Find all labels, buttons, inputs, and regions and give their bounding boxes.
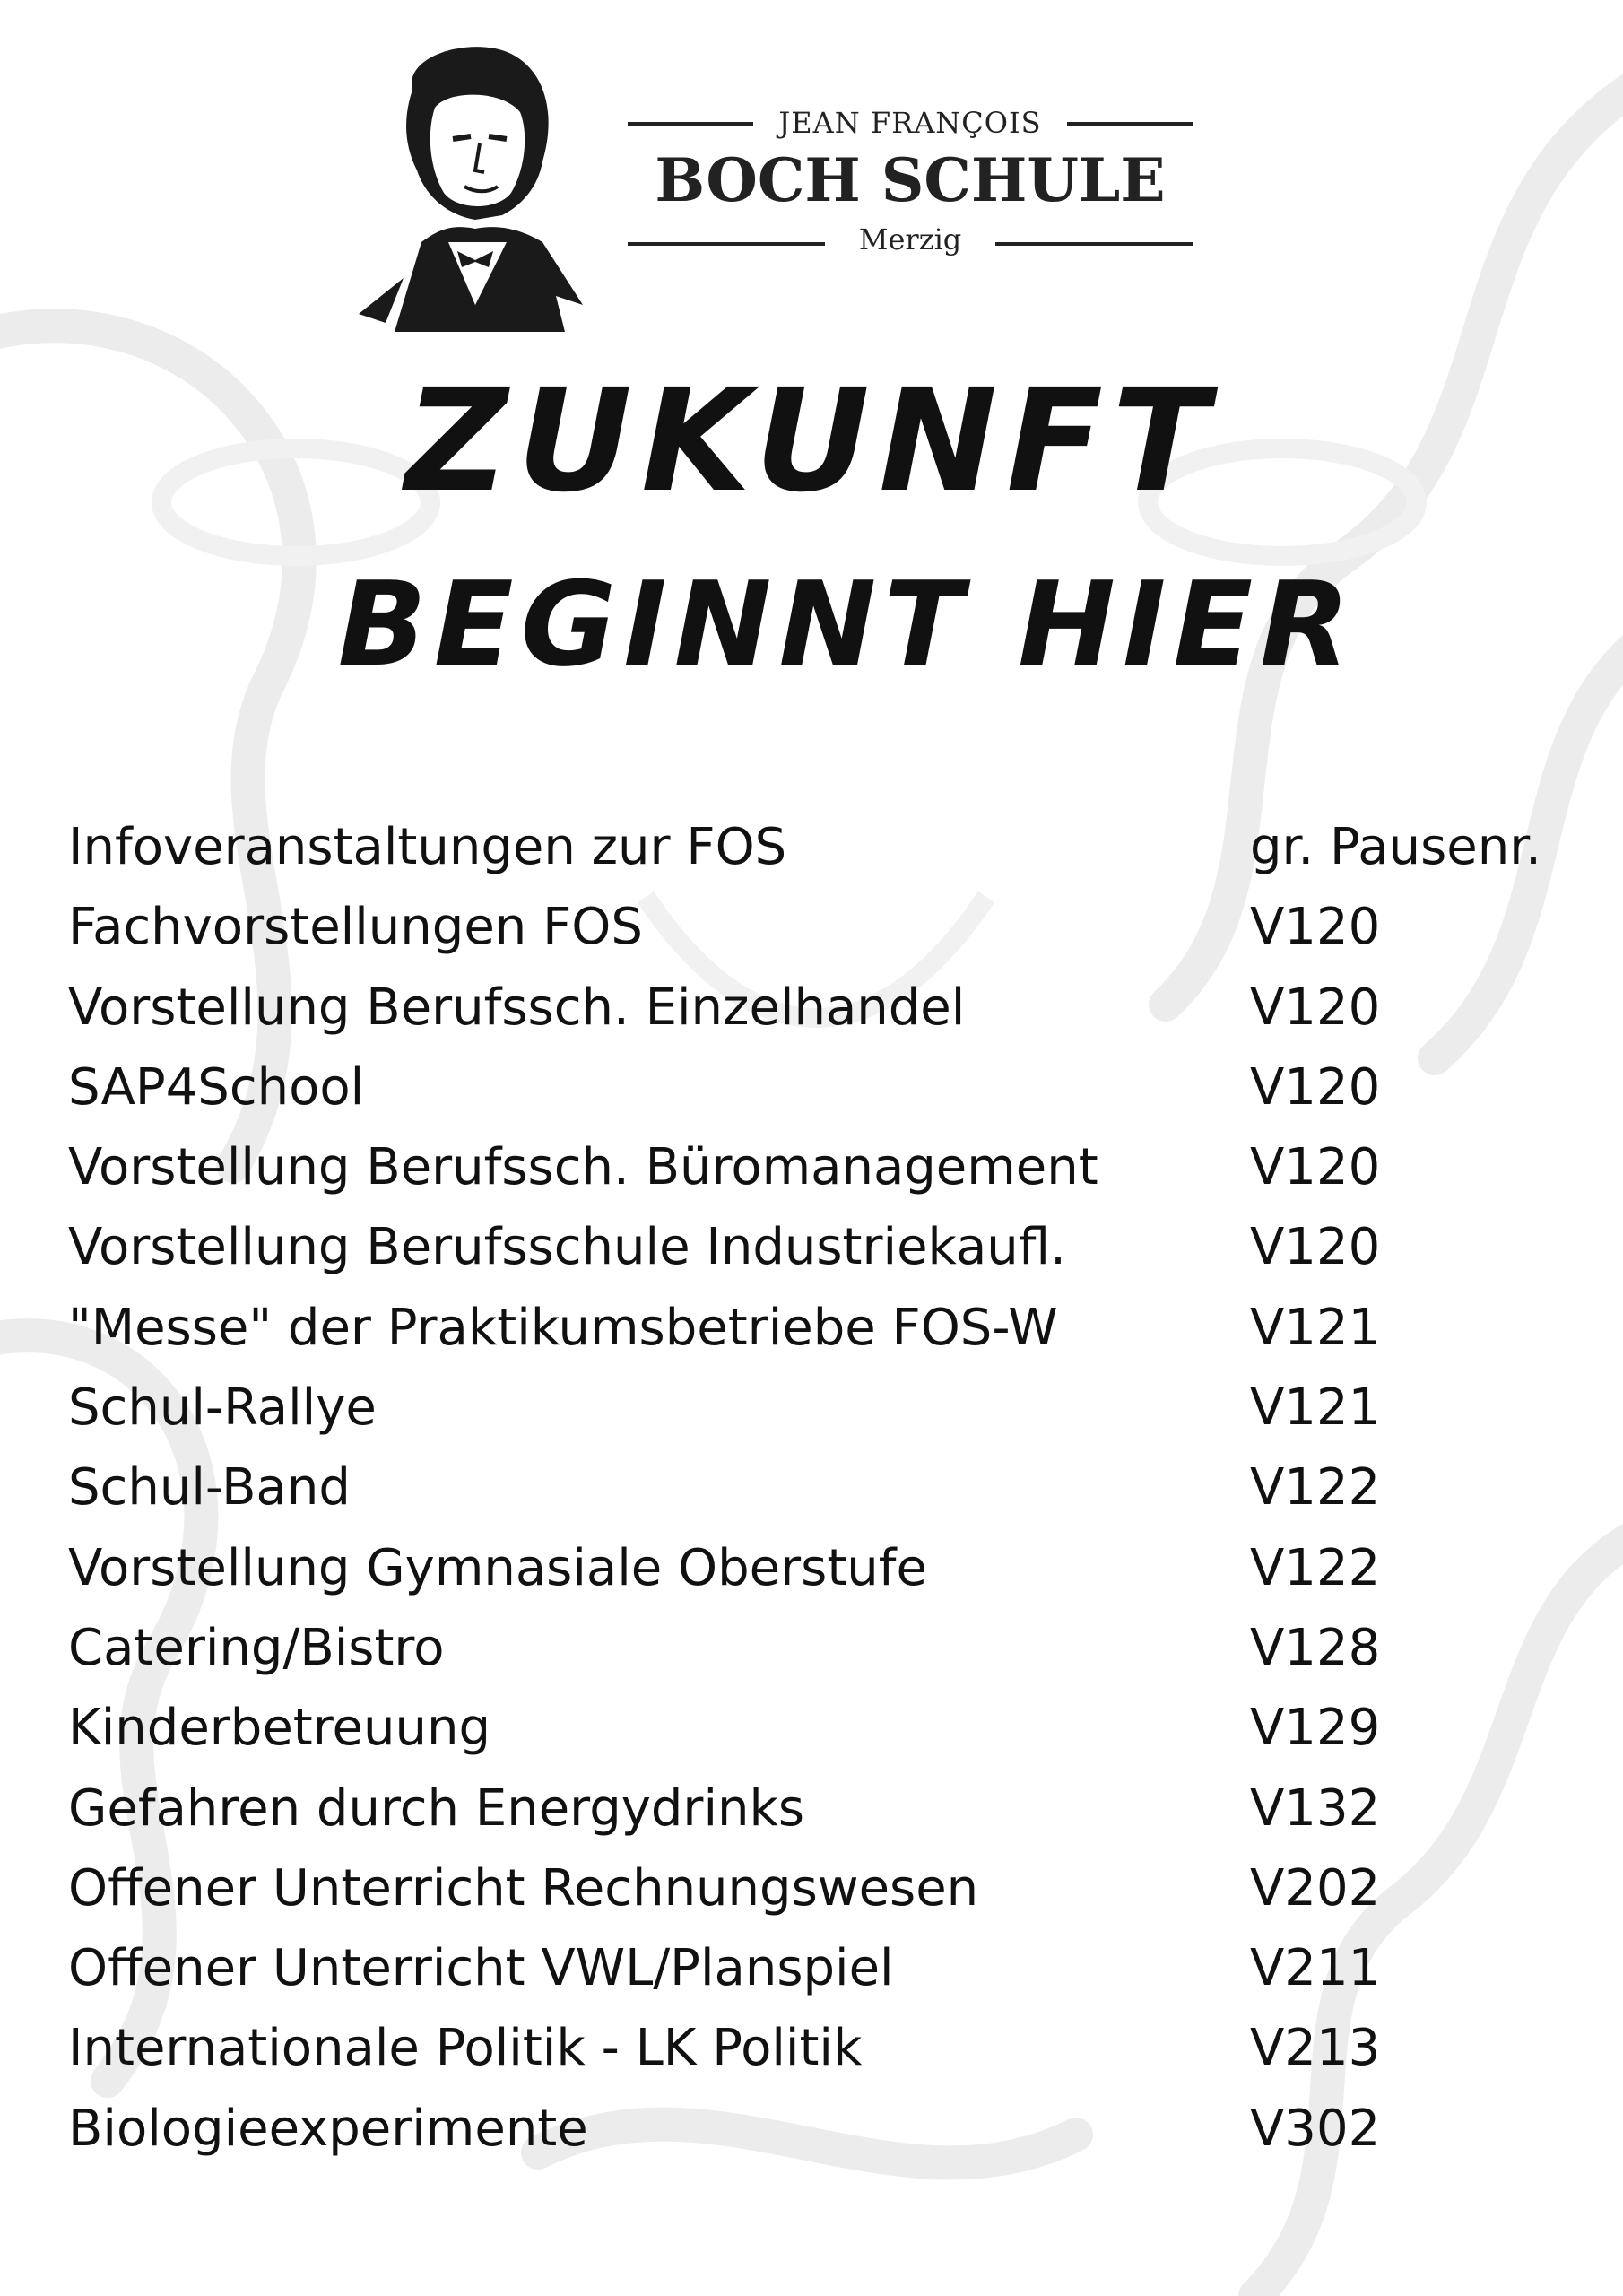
list-item	[68, 1288, 1593, 1368]
event-name: Vorstellung Berufsschule Industriekaufl.	[68, 1218, 1066, 1277]
list-item	[68, 887, 1593, 967]
event-name: Vorstellung Berufssch. Einzelhandel	[68, 978, 966, 1037]
event-name: Gefahren durch Energydrinks	[68, 1779, 805, 1838]
room-number: V129	[1250, 1699, 1381, 1758]
event-name: Internationale Politik - LK Politik	[68, 2019, 863, 2078]
room-number: V132	[1250, 1779, 1381, 1838]
room-number: V120	[1250, 978, 1381, 1037]
room-number: V120	[1250, 1138, 1381, 1197]
list-item	[68, 1608, 1593, 1688]
wordmark-city: Merzig	[858, 222, 962, 257]
wordmark-top: JEAN FRANÇOIS	[778, 106, 1042, 140]
room-number: V120	[1250, 1218, 1381, 1277]
event-name: Fachvorstellungen FOS	[68, 898, 643, 957]
event-name: Vorstellung Berufssch. Büromanagement	[68, 1138, 1098, 1197]
headline-line-2: BEGINNT HIER	[337, 556, 1358, 692]
founder-portrait-logo	[341, 36, 592, 332]
list-item	[68, 1848, 1593, 1928]
list-item	[68, 1048, 1593, 1127]
wordmark-name: BOCH SCHULE	[655, 145, 1166, 215]
room-number: V211	[1250, 1939, 1381, 1998]
headline-line-1: ZUKUNFT	[405, 359, 1218, 524]
event-name: Schul-Rallye	[68, 1378, 377, 1438]
room-number: V302	[1250, 2099, 1381, 2158]
event-name: Vorstellung Gymnasiale Oberstufe	[68, 1538, 927, 1597]
event-name: Schul-Band	[68, 1458, 351, 1518]
room-number: V213	[1250, 2019, 1381, 2078]
school-wordmark	[619, 99, 1202, 269]
list-item	[68, 2089, 1593, 2169]
room-number: V120	[1250, 1057, 1381, 1117]
event-name: SAP4School	[68, 1057, 365, 1117]
room-number: gr. Pausenr.	[1250, 818, 1541, 876]
list-item	[68, 1528, 1593, 1608]
room-number: V128	[1250, 1618, 1381, 1677]
event-name: Offener Unterricht VWL/Planspiel	[68, 1939, 894, 1998]
list-item	[68, 2008, 1593, 2088]
list-item	[68, 968, 1593, 1048]
event-name: "Messe" der Praktikumsbetriebe FOS-W	[68, 1298, 1058, 1357]
room-number: V122	[1250, 1458, 1381, 1518]
event-room-list	[68, 807, 1593, 2169]
list-item	[68, 1207, 1593, 1287]
list-item	[68, 1688, 1593, 1768]
room-number: V121	[1250, 1378, 1381, 1438]
list-item	[68, 1769, 1593, 1848]
room-number: V120	[1250, 898, 1381, 957]
list-item	[68, 1127, 1593, 1207]
list-item	[68, 807, 1593, 887]
event-name: Offener Unterricht Rechnungswesen	[68, 1858, 979, 1918]
list-item	[68, 1368, 1593, 1448]
list-item	[68, 1928, 1593, 2008]
room-number: V121	[1250, 1298, 1381, 1357]
room-number: V122	[1250, 1538, 1381, 1597]
event-name: Infoveranstaltungen zur FOS	[68, 818, 787, 876]
event-name: Catering/Bistro	[68, 1618, 445, 1677]
event-name: Kinderbetreuung	[68, 1699, 491, 1758]
event-name: Biologieexperimente	[68, 2099, 588, 2158]
list-item	[68, 1448, 1593, 1527]
room-number: V202	[1250, 1858, 1381, 1918]
